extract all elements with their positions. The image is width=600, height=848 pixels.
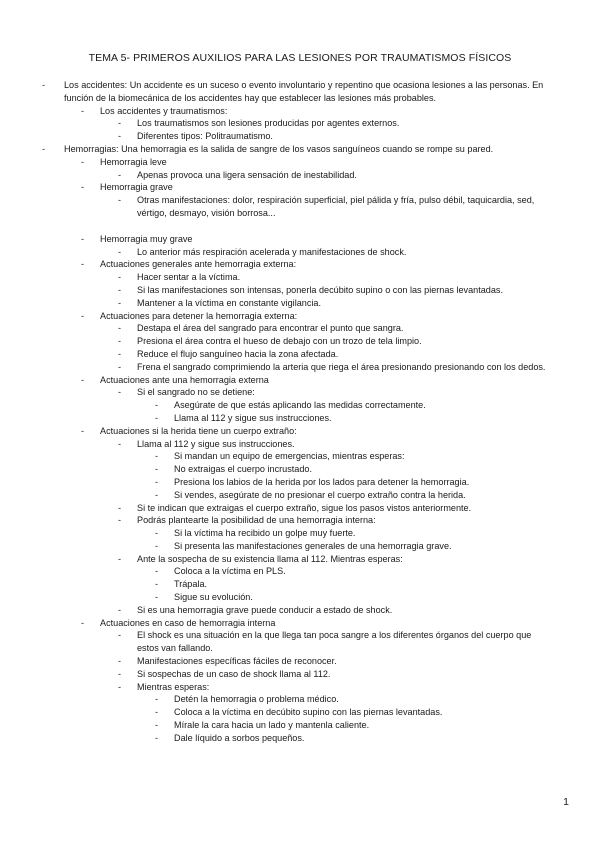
bullet-dash: -: [155, 451, 159, 462]
list-item: [0, 284, 600, 297]
bullet-dash: -: [118, 195, 122, 206]
bullet-dash: -: [81, 182, 85, 193]
list-item: [0, 514, 600, 527]
list-item-text: Hemorragia leve: [100, 156, 167, 167]
list-item: [0, 553, 600, 566]
list-item: [0, 476, 600, 489]
bullet-dash: -: [42, 80, 46, 90]
bullet-dash: -: [155, 694, 159, 705]
list-item: [0, 258, 600, 271]
list-item: [0, 489, 600, 502]
list-item: [0, 271, 600, 284]
list-item-text: Si sospechas de un caso de shock llama al 112.: [137, 668, 331, 679]
bullet-dash: -: [118, 604, 122, 615]
bullet-dash: -: [118, 361, 122, 372]
list-item: [0, 693, 600, 706]
list-item-text: Podrás plantearte la posibilidad de una hemorragia interna:: [137, 515, 376, 526]
bullet-dash: -: [118, 323, 122, 334]
list-item-text: No extraigas el cuerpo incrustado.: [174, 464, 312, 475]
list-item-text: Apenas provoca una ligera sensación de inestabilidad.: [137, 169, 357, 180]
list-item-text: Frena el sangrado comprimiendo la arteria que riega el área presionando presionando con los dedos.: [137, 361, 546, 372]
bullet-dash: -: [155, 476, 159, 487]
bullet-dash: -: [81, 259, 85, 270]
list-item-text: Actuaciones en caso de hemorragia interna: [100, 617, 276, 628]
list-item-text: Si te indican que extraigas el cuerpo extraño, sigue los pasos vistos anteriormente.: [137, 502, 472, 513]
bullet-dash: -: [118, 656, 122, 667]
list-item: [0, 540, 600, 553]
list-item-text: Los accidentes: Un accidente es un suceso o evento involuntario y repentino que ocasiona lesiones a las personas. En función de la biomecánica de los accidentes hay que establecer las lesiones más probables.: [64, 80, 544, 103]
bullet-dash: -: [118, 131, 122, 142]
bullet-dash: -: [118, 348, 122, 359]
list-item-text: Llama al 112 y sigue sus instrucciones.: [137, 438, 295, 449]
list-item: [0, 181, 600, 194]
bullet-dash: -: [118, 336, 122, 347]
bullet-dash: -: [81, 310, 85, 321]
bullet-dash: -: [81, 105, 85, 116]
list-item: [0, 732, 600, 745]
list-item: [0, 105, 600, 118]
bullet-dash: -: [118, 246, 122, 257]
bullet-dash: -: [118, 681, 122, 692]
page-number: 1: [563, 796, 569, 808]
list-item: [0, 322, 600, 335]
list-item: [0, 335, 600, 348]
list-item: [0, 655, 600, 668]
list-item-text: Destapa el área del sangrado para encontrar el punto que sangra.: [137, 323, 404, 334]
list-item: [0, 681, 600, 694]
bullet-dash: -: [81, 374, 85, 385]
list-item: [0, 79, 600, 105]
list-item: [0, 463, 600, 476]
bullet-dash: -: [118, 284, 122, 295]
list-item: [0, 502, 600, 515]
list-item: [0, 156, 600, 169]
list-item-text: Llama al 112 y sigue sus instrucciones.: [174, 412, 332, 423]
bullet-dash: -: [155, 592, 159, 603]
bullet-dash: -: [42, 143, 46, 154]
bullet-dash: -: [118, 502, 122, 513]
list-item: [0, 374, 600, 387]
page-title: TEMA 5- PRIMEROS AUXILIOS PARA LAS LESIONES POR TRAUMATISMOS FÍSICOS: [88, 52, 512, 64]
list-item: [0, 233, 600, 246]
list-item: [0, 425, 600, 438]
list-item: [0, 361, 600, 374]
list-item-text: Hacer sentar a la víctima.: [137, 272, 241, 283]
list-item-text: Presiona el área contra el hueso de debajo con un trozo de tela limpio.: [137, 336, 422, 347]
list-item-text: Si el sangrado no se detiene:: [137, 387, 255, 398]
bullet-dash: -: [118, 297, 122, 308]
list-item: [0, 719, 600, 732]
document-body: [0, 79, 600, 745]
list-item-text: Si vendes, asegúrate de no presionar el cuerpo extraño contra la herida.: [174, 489, 466, 500]
list-item: [0, 412, 600, 425]
list-item: [0, 297, 600, 310]
list-item-text: Otras manifestaciones: dolor, respiración superficial, piel pálida y fría, pulso débil, taquicardia, sed, vértigo, desmayo, visión borrosa...: [137, 195, 535, 218]
list-item: [0, 438, 600, 451]
list-item: [0, 246, 600, 259]
list-item: [0, 143, 600, 156]
list-item-text: Mantener a la víctima en constante vigilancia.: [137, 297, 321, 308]
blank-line: [0, 220, 600, 233]
list-item-text: Hemorragias: Una hemorragia es la salida de sangre de los vasos sanguíneos cuando se rompe su pared.: [64, 143, 494, 154]
bullet-dash: -: [155, 528, 159, 539]
bullet-dash: -: [118, 169, 122, 180]
bullet-dash: -: [81, 233, 85, 244]
list-item: [0, 399, 600, 412]
list-item: [0, 194, 600, 220]
list-item: [0, 629, 600, 655]
bullet-dash: -: [155, 464, 159, 475]
bullet-dash: -: [155, 579, 159, 590]
bullet-dash: -: [155, 732, 159, 743]
list-item-text: Mírale la cara hacia un lado y mantenla caliente.: [174, 720, 370, 731]
bullet-dash: -: [118, 272, 122, 283]
list-item: [0, 565, 600, 578]
list-item-text: Reduce el flujo sanguíneo hacia la zona afectada.: [137, 348, 339, 359]
list-item: [0, 578, 600, 591]
list-item-text: Los traumatismos son lesiones producidas por agentes externos.: [137, 118, 400, 129]
list-item: [0, 450, 600, 463]
list-item-text: Asegúrate de que estás aplicando las medidas correctamente.: [174, 400, 426, 411]
list-item-text: Los accidentes y traumatismos:: [100, 105, 228, 116]
list-item-text: Presiona los labios de la herida por los lados para detener la hemorragia.: [174, 476, 470, 487]
bullet-dash: -: [118, 438, 122, 449]
bullet-dash: -: [155, 412, 159, 423]
list-item: [0, 604, 600, 617]
bullet-dash: -: [155, 720, 159, 731]
list-item: [0, 348, 600, 361]
bullet-dash: -: [118, 515, 122, 526]
list-item-text: Trápala.: [174, 579, 208, 590]
list-item-text: Hemorragia grave: [100, 182, 173, 193]
list-item: [0, 527, 600, 540]
list-item-text: Diferentes tipos: Politraumatismo.: [137, 131, 273, 142]
bullet-dash: -: [155, 400, 159, 411]
list-item: [0, 169, 600, 182]
list-item: [0, 706, 600, 719]
list-item-text: El shock es una situación en la que llega tan poca sangre a los diferentes órganos del cuerpo que estos van fallando.: [137, 630, 532, 654]
bullet-dash: -: [118, 118, 122, 129]
list-item-text: Actuaciones si la herida tiene un cuerpo extraño:: [100, 425, 297, 436]
list-item-text: Si es una hemorragia grave puede conducir a estado de shock.: [137, 604, 393, 615]
list-item-text: Actuaciones ante una hemorragia externa: [100, 374, 269, 385]
list-item: [0, 117, 600, 130]
bullet-dash: -: [118, 553, 122, 564]
bullet-dash: -: [155, 707, 159, 718]
bullet-dash: -: [81, 425, 85, 436]
list-item-text: Coloca a la víctima en PLS.: [174, 566, 286, 577]
list-item-text: Si las manifestaciones son intensas, ponerla decúbito supino o con las piernas levantadas.: [137, 284, 503, 295]
list-item: [0, 386, 600, 399]
bullet-dash: -: [118, 630, 122, 641]
list-item-text: Si presenta las manifestaciones generales de una hemorragia grave.: [174, 540, 452, 551]
list-item-text: Si la víctima ha recibido un golpe muy fuerte.: [174, 528, 356, 539]
bullet-dash: -: [118, 668, 122, 679]
bullet-dash: -: [155, 540, 159, 551]
list-item-text: Si mandan un equipo de emergencias, mientras esperas:: [174, 451, 405, 462]
list-item-text: Ante la sospecha de su existencia llama al 112. Mientras esperas:: [137, 553, 403, 564]
list-item: [0, 130, 600, 143]
list-item: [0, 617, 600, 630]
bullet-dash: -: [81, 156, 85, 167]
list-item-text: Detén la hemorragia o problema médico.: [174, 694, 339, 705]
list-item-text: Actuaciones para detener la hemorragia externa:: [100, 310, 298, 321]
list-item-text: Coloca a la víctima en decúbito supino con las piernas levantadas.: [174, 707, 443, 718]
list-item-text: Dale líquido a sorbos pequeños.: [174, 732, 305, 743]
list-item: [0, 591, 600, 604]
list-item-text: Sigue su evolución.: [174, 592, 253, 603]
list-item: [0, 668, 600, 681]
list-item-text: Manifestaciones específicas fáciles de reconocer.: [137, 656, 337, 667]
list-item-text: Hemorragia muy grave: [100, 233, 193, 244]
bullet-dash: -: [81, 617, 85, 628]
bullet-dash: -: [155, 566, 159, 577]
list-item-text: Mientras esperas:: [137, 681, 210, 692]
list-item-text: Actuaciones generales ante hemorragia externa:: [100, 259, 297, 270]
bullet-dash: -: [155, 489, 159, 500]
bullet-dash: -: [118, 387, 122, 398]
list-item-text: Lo anterior más respiración acelerada y manifestaciones de shock.: [137, 246, 407, 257]
list-item: [0, 310, 600, 323]
